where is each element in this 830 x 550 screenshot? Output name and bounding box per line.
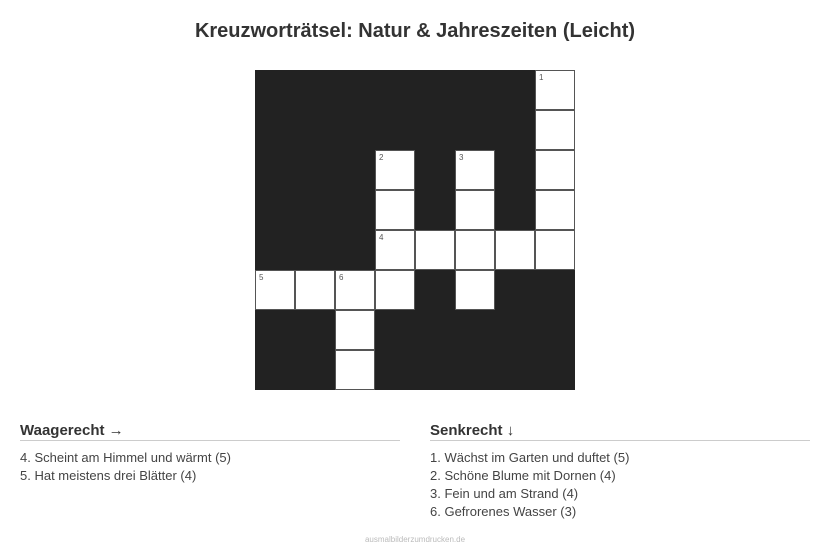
clue-number: 1 <box>539 73 544 82</box>
crossword-cell[interactable] <box>495 230 535 270</box>
crossword-cell[interactable] <box>335 270 375 310</box>
crossword-cell[interactable] <box>455 270 495 310</box>
crossword-cell[interactable] <box>455 150 495 190</box>
across-clue-list <box>20 449 400 485</box>
crossword-cell[interactable] <box>455 230 495 270</box>
crossword-cell[interactable] <box>295 270 335 310</box>
crossword-cell[interactable] <box>255 270 295 310</box>
crossword-cell[interactable] <box>375 190 415 230</box>
clue-number: 6 <box>339 273 344 282</box>
clue-number: 5 <box>259 273 264 282</box>
crossword-cell[interactable] <box>335 310 375 350</box>
clue-number: 3 <box>459 153 464 162</box>
crossword-cell[interactable] <box>415 230 455 270</box>
down-clue: 6. Gefrorenes Wasser (3) <box>430 504 577 519</box>
down-clue-list <box>430 449 810 521</box>
footer-watermark: ausmalbilderzumdrucken.de <box>364 535 466 544</box>
down-heading: Senkrecht ↓ <box>430 422 810 441</box>
down-clue: 2. Schöne Blume mit Dornen (4) <box>430 468 616 483</box>
crossword-cell[interactable] <box>335 350 375 390</box>
crossword-cell[interactable] <box>535 70 575 110</box>
crossword-cell[interactable] <box>375 150 415 190</box>
down-clue: 1. Wächst im Garten und duftet (5) <box>430 450 630 465</box>
across-clues-section <box>20 422 400 485</box>
across-clue: 4. Scheint am Himmel und wärmt (5) <box>20 450 231 465</box>
across-heading: Waagerecht → <box>20 422 400 441</box>
page-title: Kreuzworträtsel: Natur & Jahreszeiten (Leicht) <box>194 20 636 42</box>
crossword-cell[interactable] <box>455 190 495 230</box>
crossword-cell[interactable] <box>535 190 575 230</box>
crossword-cell[interactable] <box>375 230 415 270</box>
crossword-grid <box>255 70 575 390</box>
crossword-cell[interactable] <box>375 270 415 310</box>
crossword-cell[interactable] <box>535 110 575 150</box>
clue-number: 2 <box>379 153 384 162</box>
clue-number: 4 <box>379 233 384 242</box>
crossword-cell[interactable] <box>535 230 575 270</box>
across-clue: 5. Hat meistens drei Blätter (4) <box>20 468 197 483</box>
crossword-cell[interactable] <box>535 150 575 190</box>
down-clue: 3. Fein und am Strand (4) <box>430 486 579 501</box>
down-clues-section <box>430 422 810 521</box>
